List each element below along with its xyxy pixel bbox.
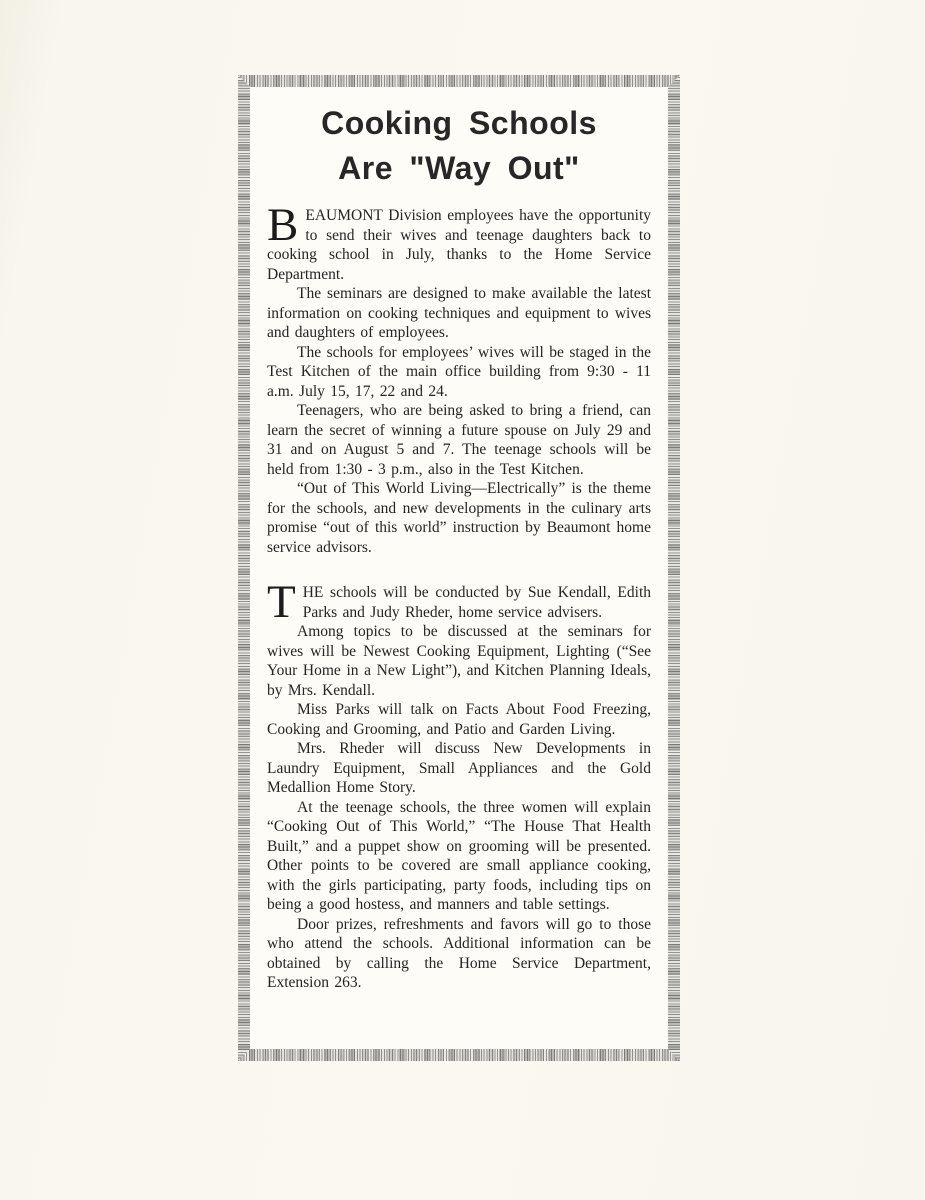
drop-cap-t: T	[267, 576, 296, 628]
lead-paragraph	[267, 199, 651, 284]
title-line-1: Cooking Schools	[321, 105, 597, 141]
ornamental-border-left	[238, 75, 250, 1061]
lead-paragraph	[267, 576, 651, 628]
article-frame	[238, 75, 680, 1061]
ornamental-border-top	[238, 75, 680, 87]
drop-cap-b: B	[267, 199, 299, 251]
article-paragraph: The seminars are designed to make available the latest information on cooking techniques and equipment to wives and daughters of employees.	[267, 285, 651, 341]
article-section-1	[267, 199, 651, 557]
lead-paragraph-text: HE schools will be conducted by Sue Kendall, Edith Parks and Judy Rheder, home service advisers.	[302, 584, 651, 621]
article-title	[267, 101, 651, 191]
ornamental-border-right	[668, 75, 680, 1061]
article-paragraph: Mrs. Rheder will discuss New Developments in Laundry Equipment, Small Appliances and the Gold Medallion Home Story.	[267, 740, 651, 796]
article-paragraph: Door prizes, refreshments and favors will go to those who attend the schools. Additional information can be obtained by calling the Home Service Department, Extension 263.	[267, 915, 651, 991]
article-paragraph: “Out of This World Living—Electrically” is the theme for the schools, and new developments in the culinary arts promise “out of this world” instruction by Beaumont home service advisors.	[267, 480, 651, 556]
title-line-2: Are "Way Out"	[338, 150, 580, 186]
lead-paragraph-text: EAUMONT Division employees have the opportunity to send their wives and teenage daughters back to cooking school in July, thanks to the Home Service Department.	[267, 207, 651, 283]
article-paragraph: The schools for employees’ wives will be staged in the Test Kitchen of the main office building from 9:30 - 11 a.m. July 15, 17, 22 and 24.	[267, 343, 651, 400]
article-paragraph: Miss Parks will talk on Facts About Food Freezing, Cooking and Grooming, and Patio and Garden Living.	[267, 701, 651, 738]
article-section-2	[267, 576, 651, 993]
article-content	[250, 87, 668, 1049]
article-paragraph: Teenagers, who are being asked to bring a friend, can learn the secret of winning a future spouse on July 29 and 31 and on August 5 and 7. The teenage schools will be held from 1:30 - 3 p.m., also in the Test Kitchen.	[267, 402, 651, 478]
ornamental-border-bottom	[238, 1049, 680, 1061]
article-paragraph: At the teenage schools, the three women will explain “Cooking Out of This World,” “The House That Health Built,” and a puppet show on grooming will be presented. Other points to be covered are small appliance cooking, with the girls participating, party foods, including tips on being a good hostess, and manners and table settings.	[267, 798, 651, 913]
article-paragraph: Among topics to be discussed at the seminars for wives will be Newest Cooking Equipment, Lighting (“See Your Home in a New Light”), and Kitchen Planning Ideals, by Mrs. Kendall.	[267, 623, 651, 699]
